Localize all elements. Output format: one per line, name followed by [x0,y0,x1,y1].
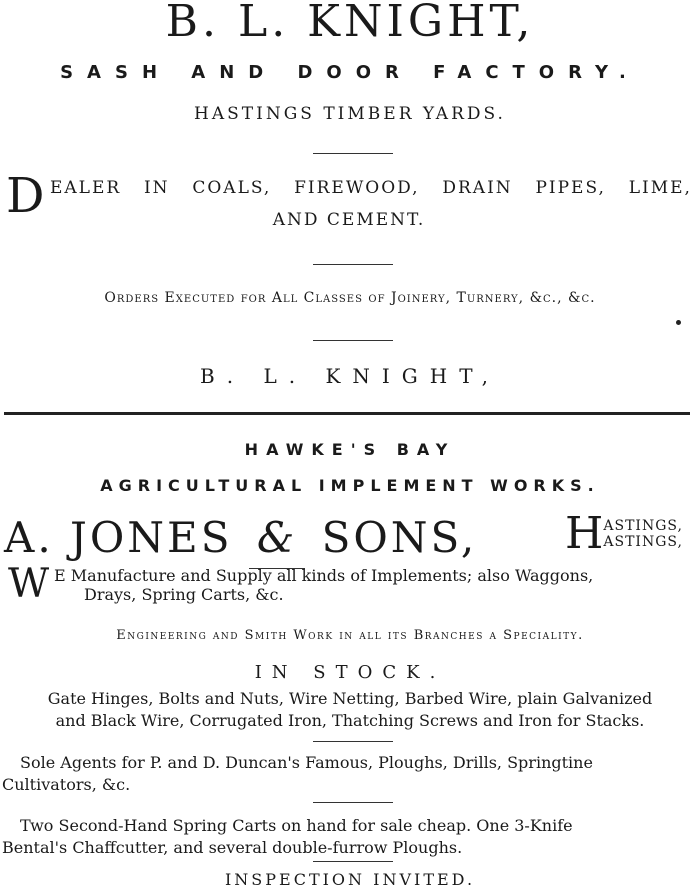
agricultural-implement-works-heading: AGRICULTURAL IMPLEMENT WORKS. [100,476,600,495]
dealer-word: FIREWOOD, [294,178,420,198]
sole-agents-paragraph [2,752,698,796]
knight-title: B. L. KNIGHT, [165,0,535,47]
hastings-timber-yards: HASTINGS TIMBER YARDS. [194,104,506,124]
dealer-dropcap: D [6,168,47,224]
firm-name-b: SONS, [321,513,478,562]
advertisement-separator [4,412,690,415]
we-line-1: E Manufacture and Supply all kinds of Implements; also Waggons, [54,566,594,585]
dealer-word: PIPES, [535,178,606,198]
hastings-location-block [565,508,683,559]
in-stock-heading: IN STOCK. [254,662,446,683]
short-divider-2 [313,264,393,265]
engineering-speciality-line: Engineering and Smith Work in all its Branches a Speciality. [116,628,584,643]
hastings-big-h: H [565,508,604,559]
gate-line-2: and Black Wire, Corrugated Iron, Thatching Screws and Iron for Stacks. [55,711,645,730]
knight-signature: B. L. KNIGHT, [200,364,500,388]
firm-name [4,508,477,569]
dealer-word: DRAIN [442,178,513,198]
dealer-word: LIME, [628,178,692,198]
inspection-invited-line: INSPECTION INVITED. [224,870,476,889]
two-line-2: Bental's Chaffcutter, and several double-furrow Ploughs. [2,838,463,857]
dealer-line-2: AND CEMENT. [272,210,426,230]
stock-items-paragraph [2,688,698,732]
firm-name-a: A. JONES [4,513,233,562]
hastings-small-1: ASTINGS, [603,518,683,534]
sash-door-factory-heading: SASH AND DOOR FACTORY. [60,62,640,83]
two-line-1: Two Second-Hand Spring Carts on hand for sale cheap. One 3-Knife [20,816,573,835]
short-divider-6 [313,861,393,862]
dealer-line-1 [50,178,692,198]
second-hand-paragraph [2,815,698,859]
short-divider-4 [313,741,393,742]
sole-line-1: Sole Agents for P. and D. Duncan's Famous, Ploughs, Drills, Springtine [20,753,593,772]
we-dropcap: W [8,561,50,607]
we-line-2: Drays, Spring Carts, &c. [84,585,284,604]
dealer-word: IN [143,178,170,198]
short-divider-3 [313,340,393,341]
hastings-small-2: ASTINGS, [603,534,683,550]
gate-line-1: Gate Hinges, Bolts and Nuts, Wire Netting, Barbed Wire, plain Galvanized [47,689,653,708]
bullet-dot [676,320,681,325]
dealer-word: EALER [50,178,122,198]
short-divider-5 [313,802,393,803]
hastings-small-lines [603,518,683,550]
manufacture-paragraph [8,561,690,607]
orders-executed-line: Orders Executed for All Classes of Joinery, Turnery, &c., &c. [104,290,596,306]
dealer-word: COALS, [192,178,272,198]
hawkes-bay-heading: HAWKE'S BAY [244,440,456,459]
short-divider-1 [313,153,393,154]
sole-line-2: Cultivators, &c. [2,775,131,794]
firm-ampersand: & [249,508,305,569]
dealer-paragraph [6,168,692,230]
